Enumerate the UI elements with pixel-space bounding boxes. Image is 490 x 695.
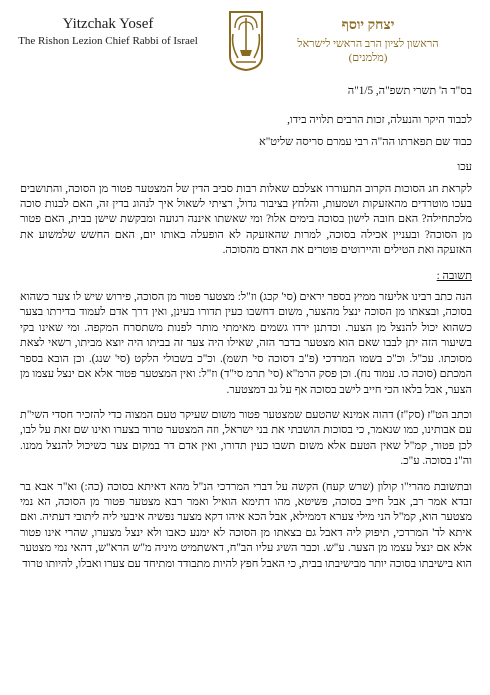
addressee-line-1: לכבוד היקר והנעלה, זכות הרבים תלויה בידו, bbox=[287, 114, 472, 127]
greeting: עכו bbox=[457, 161, 472, 174]
answer-paragraph-2: וכתב הט"ז (סק"ז) דהוה אמינא שהטעם שמצטער פטור משום שעיקר טעם המצוה כדי להזכיר חסדי השי"ת עם אבותינו, כמו שנאמר, כי בסוכות הושבתי את בני ישראל, וזה המצטער טרוד בצערו ואינו שם זאת על לבו, לכן פטור, קמ"ל שאין הטעם אלא משום תשבו כעין תדורו, ואין אדם דר במקום צער כשיכול להנצל ממנו. וה"נ בסוכה. ע"כ. bbox=[20, 408, 472, 468]
hebrew-subtitle: (מלמנים) bbox=[348, 52, 388, 64]
answer-heading: תשובה : bbox=[436, 269, 472, 282]
question-paragraph: לקראת חג הסוכות הקרוב התעוררו אצלכם שאלות רבות סביב הדין של המצטער פטור מן הסוכה, והתושבים בעכו מוטרדים מהאזעקות ושמעות, והלחץ בציבור גדול, רציתי לשאול איך לנהוג בדין זה, האם לבנות סוכה מלכתחילה? האם חובה לישון בסוכה בימים אלו? ומי שאשתו איננה רגועה ומבקשת שישן בבית, האם פטור מן הסוכה? ובעניין אכילה בסוכה, למרות שהאזעקה לא הופעלה באותו יום, האם החשש שלמשוע את האזעקה ואת הטילים והיירוטים פוטרים את האדם מהסוכה. bbox=[20, 182, 472, 257]
english-title: The Rishon Lezion Chief Rabbi of Israel bbox=[18, 35, 198, 47]
letter-body bbox=[20, 84, 472, 572]
english-letterhead bbox=[18, 16, 198, 47]
answer-paragraph-3: ובתשובת מהרי"ו קולון (שרש קעח) הקשה על דברי המרדכי הנ"ל מהא דאיתא בסוכה (כה:) וא"ר אבא בר זבדא אמר רב, אבל חייב בסוכה, פשיטא, מהו דתימא הואיל ואמר רבא מצטער פטור מן הסוכה, הא נמי מצטער הוא, קמ"ל הני מילי צערא דממילא, אבל הכא איהו דקא מצער נפשיה איבעי ליה ליתובי דעתיה. ואם איתא לד' המרדכי, תיפוק ליה דאבל גם בצאתו מן הסוכה לא ימנע כאבו ולא ינצל מצערו, שהרי אינו פטור אלא אם ינצל עצמו מן הצער. ע"ש. וכבר השיג עליו הב"ח, דאשתמיט מיניה מ"ש הרא"ש, דהאי נמי מצטער הוא בישיבתו בסוכה יותר מבישיבתו בבית, כי האבל חפץ להיות מתבודד ומתיחד עם צערו ואבלו, להיותו טרוד bbox=[20, 480, 472, 570]
hebrew-title: הראשון לציון הרב הראשי לישראל bbox=[297, 38, 439, 50]
english-name: Yitzchak Yosef bbox=[62, 16, 154, 32]
addressee-line-2: כבוד שם תפארתו הה"ה רבי עמרם סריסה שליט"א bbox=[258, 135, 472, 148]
state-emblem-icon bbox=[226, 10, 266, 72]
letter-date: בס"ד ה' תשרי תשפ"ה, 1/5"ה bbox=[347, 85, 472, 97]
answer-paragraph-1: הנה כתב רבינו אליעזר ממיץ בספר יראים (סי' קכג) וז"ל: מצטער פטור מן הסוכה, פירוש שיש לו צער כשהוא בסוכה, ובצאתו מן הסוכה ינצל מהצער, משום דחשבו כעין תדורו בעינן, ואין דרך אדם לעמוד בדירתו בצער כשהוא יכול להנצל מן הצער. וכדתנן ירדו גשמים מאימתי מותר לפנות משתסרח המקפה. ומי שאינו בקי בשיעור הזה יתן לבבו שאם הוא מצטער בדבר הזה, שאילו היה צער זה בביתו היה יוצא מביתו, רשאי לצאת מסוכתו. עכ"ל. וכ"כ בשמו המרדכי (פ"ב דסוכה סי' תשמ). וכ"כ בשבולי הלקט (סי' שנג). וכן הובא בספר המכתם (סוכה כו. עמוד נח). וכן פסק הרמ"א (סי' תרמ סי"ד) וז"ל: ואין המצטער פטור אלא אם ינצל עצמו מן הצער, אבל בלאו הכי חייב לישב בסוכה אף על גב דמצטער. bbox=[20, 291, 472, 396]
hebrew-name: יצחק יוסף bbox=[341, 18, 395, 33]
hebrew-letterhead bbox=[268, 18, 468, 64]
